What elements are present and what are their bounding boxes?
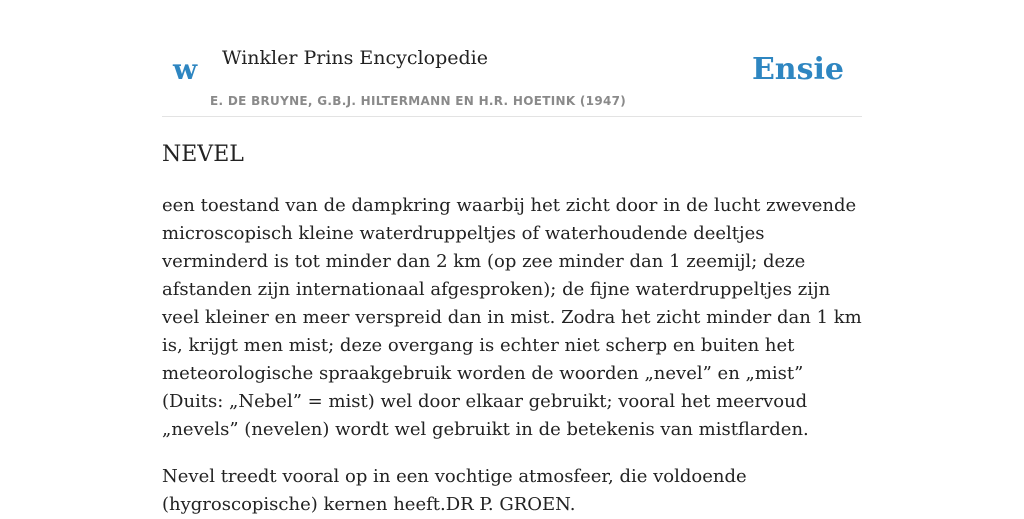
site-header <box>162 0 862 117</box>
article-paragraph: Nevel treedt vooral op in een vochtige atmosfeer, die voldoende (hygroscopische) kernen heeft.DR P. GROEN. <box>162 466 747 515</box>
article-paragraph: een toestand van de dampkring waarbij het zicht door in de lucht zwevende microscopisch kleine waterdruppeltjes of waterhoudende deeltjes verminderd is tot minder dan 2 km (op zee minder dan 1 zeemijl; deze afstanden zijn internationaal afgesproken); de fijne waterdruppeltjes zijn veel kleiner en meer verspreid dan in mist. Zodra het zicht minder dan 1 km is, krijgt men mist; deze overgang is echter niet scherp en buiten het meteorologische spraakgebruik worden de woorden „nevel” en „mist” (Duits: „Nebel” = mist) wel door elkaar gebruikt; vooral het meervoud „nevels” (nevelen) wordt wel gebruikt in de betekenis van mistflarden. <box>162 195 862 440</box>
entry-title: NEVEL <box>162 142 244 167</box>
winkler-prins-logo[interactable]: w <box>173 53 198 86</box>
publication-title[interactable]: Winkler Prins Encyclopedie <box>222 47 488 69</box>
ensie-logo[interactable]: Ensie <box>751 52 844 87</box>
publication-authors: E. DE BRUYNE, G.B.J. HILTERMANN EN H.R. HOETINK (1947) <box>210 94 627 108</box>
